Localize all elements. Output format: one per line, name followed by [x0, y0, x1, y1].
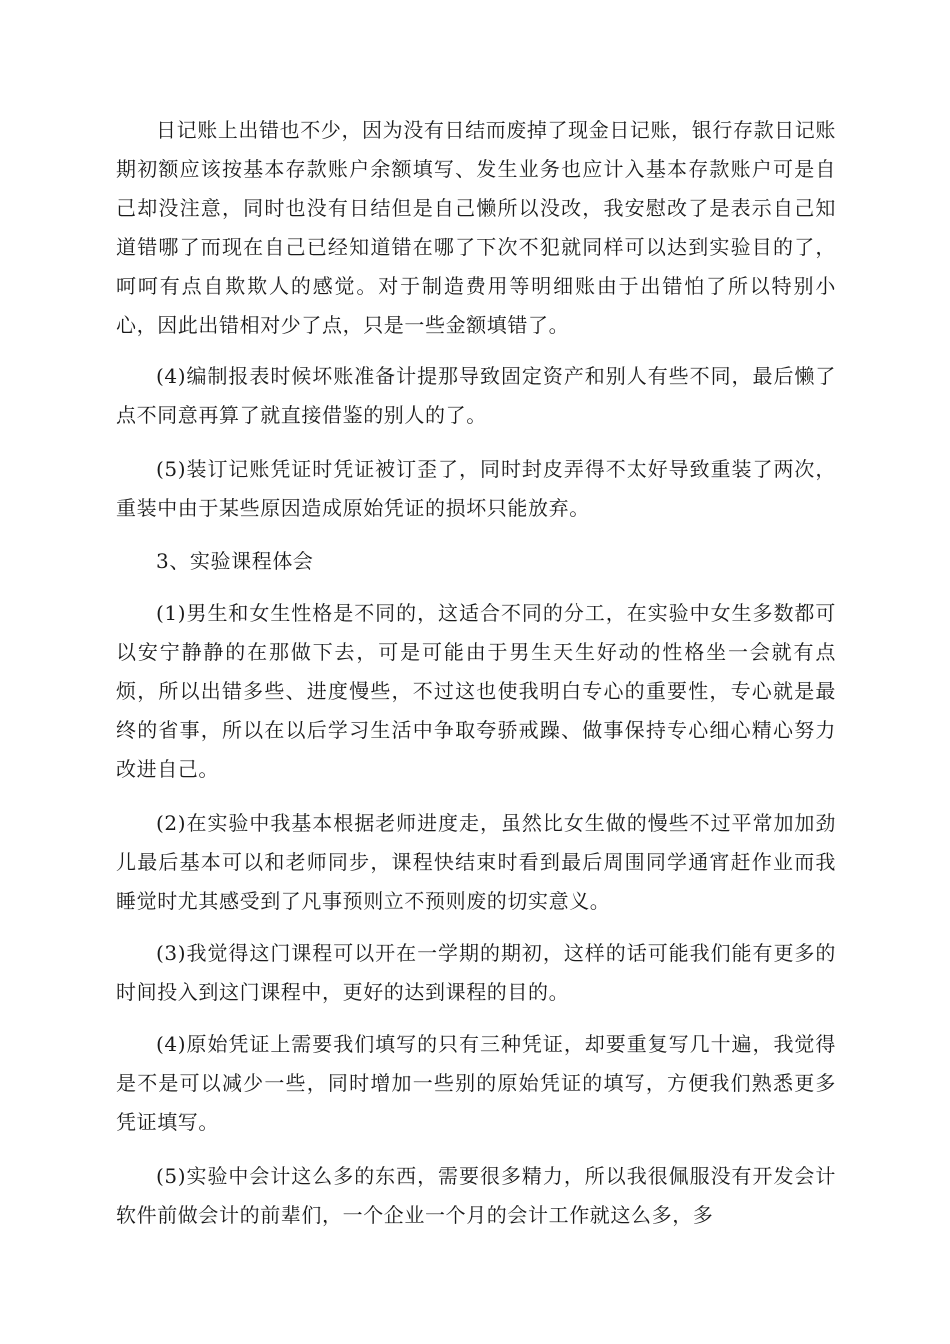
paragraph-item-4-reports: (4)编制报表时候坏账准备计提那导致固定资产和别人有些不同，最后懒了点不同意再算了就直接借鉴的别人的了。: [116, 364, 836, 427]
paragraph-item-5-binding: (5)装订记账凭证时凭证被订歪了，同时封皮弄得不太好导致重装了两次，重装中由于某些原因造成原始凭证的损坏只能放弃。: [116, 457, 836, 520]
paragraph-reflection-1: (1)男生和女生性格是不同的，这适合不同的分工，在实验中女生多数都可以安宁静静的在那做下去，可是可能由于男生天生好动的性格坐一会就有点烦，所以出错多些、进度慢些，不过这也使我明白专心的重要性，专心就是最终的省事，所以在以后学习生活中争取夸骄戒躁、做事保持专心细心精心努力改进自己。: [116, 601, 836, 781]
paragraph-reflection-2: (2)在实验中我基本根据老师进度走，虽然比女生做的慢些不过平常加加劲儿最后基本可以和老师同步，课程快结束时看到最后周围同学通宵赶作业而我睡觉时尤其感受到了凡事预则立不预则废的切实意义。: [116, 811, 836, 913]
paragraph-journal-errors: 日记账上出错也不少，因为没有日结而废掉了现金日记账，银行存款日记账期初额应该按基本存款账户余额填写、发生业务也应计入基本存款账户可是自己却没注意，同时也没有日结但是自己懒所以没改，我安慰改了是表示自己知道错哪了而现在自己已经知道错在哪了下次不犯就同样可以达到实验目的了，呵呵有点自欺欺人的感觉。对于制造费用等明细账由于出错怕了所以特别小心，因此出错相对少了点，只是一些金额填错了。: [116, 118, 836, 337]
paragraph-reflection-3: (3)我觉得这门课程可以开在一学期的期初，这样的话可能我们能有更多的时间投入到这门课程中，更好的达到课程的目的。: [116, 941, 836, 1004]
section-heading-course-reflections: 3、实验课程体会: [156, 549, 314, 573]
paragraph-reflection-5: (5)实验中会计这么多的东西，需要很多精力，所以我很佩服没有开发会计软件前做会计的前辈们，一个企业一个月的会计工作就这么多，多: [116, 1164, 836, 1227]
paragraph-reflection-4: (4)原始凭证上需要我们填写的只有三种凭证，却要重复写几十遍，我觉得是不是可以减少一些，同时增加一些别的原始凭证的填写，方便我们熟悉更多凭证填写。: [116, 1032, 836, 1134]
